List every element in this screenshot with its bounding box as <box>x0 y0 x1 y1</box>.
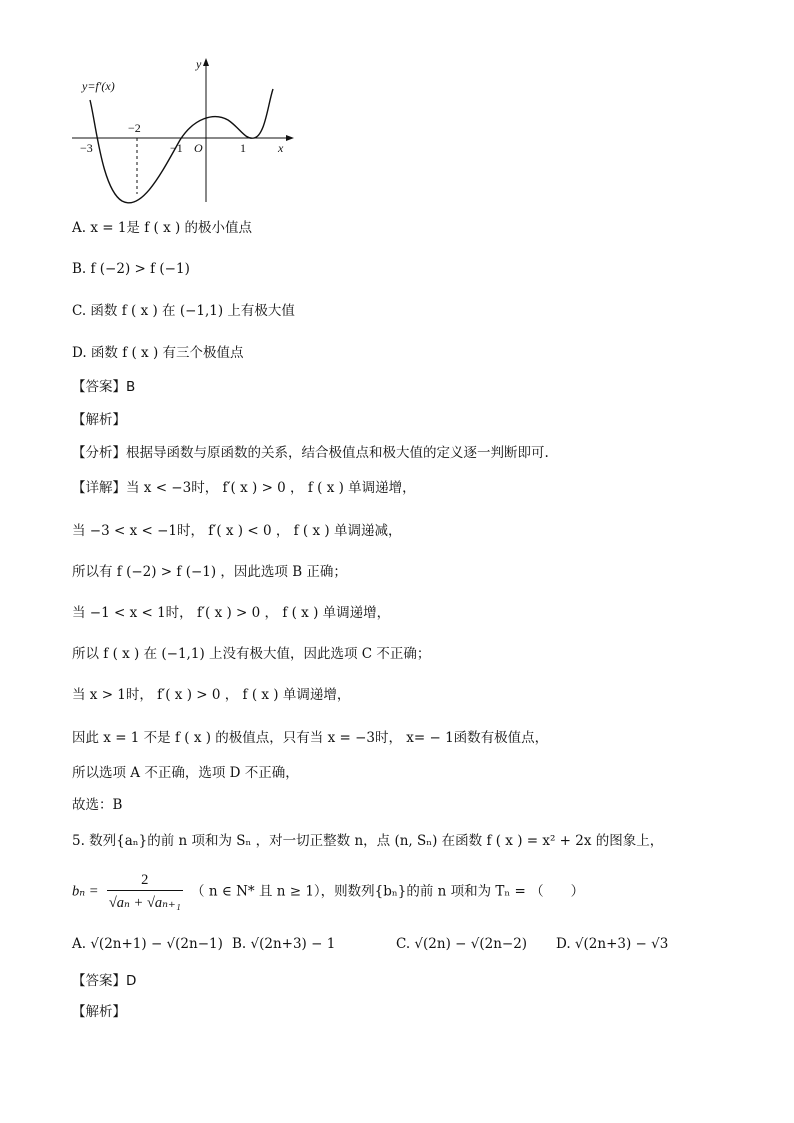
q5-analysis-tag: 【解析】 <box>72 1004 126 1020</box>
origin-label: O <box>194 141 203 155</box>
q5-stem-rest: （ n ∈ N* 且 n ≥ 1），则数列{bₙ}的前 n 项和为 Tₙ = （ ） <box>191 883 585 900</box>
q5-answer: 【答案】D <box>72 973 137 989</box>
x-axis-arrow <box>286 135 294 141</box>
bn-denominator: √aₙ + √aₙ₊₁ <box>107 890 183 913</box>
tick-label-m3: −3 <box>80 141 93 155</box>
q5-option-c: C. √(2n) − √(2n−2) <box>396 936 528 952</box>
bn-lhs: bₙ = <box>72 883 99 900</box>
q5-option-b: B. √(2n+3) − 1 <box>232 936 336 952</box>
q5-stem-line-2 <box>72 870 754 913</box>
q4-option-d: D. 函数 f ( x ) 有三个极值点 <box>72 345 244 361</box>
curve-label: y=f′(x) <box>82 79 115 93</box>
q5-option-a: A. √(2n+1) − √(2n−1) <box>72 936 223 952</box>
tick-label-m1: −1 <box>170 141 183 155</box>
q4-analysis-line-9: 所以选项 A 不正确，选项 D 不正确， <box>72 765 299 781</box>
q4-analysis-line-1: 【分析】根据导函数与原函数的关系，结合极值点和极大值的定义逐一判断即可. <box>72 445 549 461</box>
q4-answer: 【答案】B <box>72 379 136 395</box>
q4-analysis-line-3: 当 −3 < x < −1时， f′( x ) < 0 ， f ( x ) 单调递减， <box>72 523 402 539</box>
q4-analysis-line-2: 【详解】当 x < −3时， f′( x ) > 0 ， f ( x ) 单调递增， <box>72 480 416 496</box>
q4-option-c: C. 函数 f ( x ) 在 (−1,1) 上有极大值 <box>72 303 295 319</box>
q4-analysis-line-6: 所以 f ( x ) 在 (−1,1) 上没有极大值，因此选项 C 不正确； <box>72 646 431 662</box>
derivative-graph <box>70 54 300 214</box>
q4-analysis-line-5: 当 −1 < x < 1时， f′( x ) > 0 ， f ( x ) 单调递增， <box>72 605 391 621</box>
q4-analysis-tag: 【解析】 <box>72 412 126 428</box>
x-axis-label: x <box>278 141 284 155</box>
tick-label-m2: −2 <box>128 121 141 135</box>
tick-label-p1: 1 <box>240 141 246 155</box>
q4-analysis-line-8: 因此 x = 1 不是 f ( x ) 的极值点，只有当 x = −3时， x= − 1函数有极值点， <box>72 730 549 746</box>
q5-stem-line-1: 5. 数列{aₙ}的前 n 项和为 Sₙ ，对一切正整数 n，点 (n, Sₙ) 在函数 f ( x ) = x² + 2x 的图象上， <box>72 833 664 849</box>
q4-option-b: B. f (−2) > f (−1) <box>72 261 190 277</box>
bn-fraction <box>107 870 183 913</box>
q4-analysis-line-7: 当 x > 1时， f′( x ) > 0 ， f ( x ) 单调递增， <box>72 687 351 703</box>
q4-option-a: A. x = 1是 f ( x ) 的极小值点 <box>72 220 253 236</box>
q4-analysis-line-4: 所以有 f (−2) > f (−1) ，因此选项 B 正确； <box>72 564 347 580</box>
q4-analysis-line-10: 故选：B <box>72 797 123 813</box>
q5-option-d: D. √(2n+3) − √3 <box>556 936 669 952</box>
y-axis-label: y <box>196 57 202 71</box>
y-axis-arrow <box>203 58 209 66</box>
bn-numerator: 2 <box>141 872 149 888</box>
